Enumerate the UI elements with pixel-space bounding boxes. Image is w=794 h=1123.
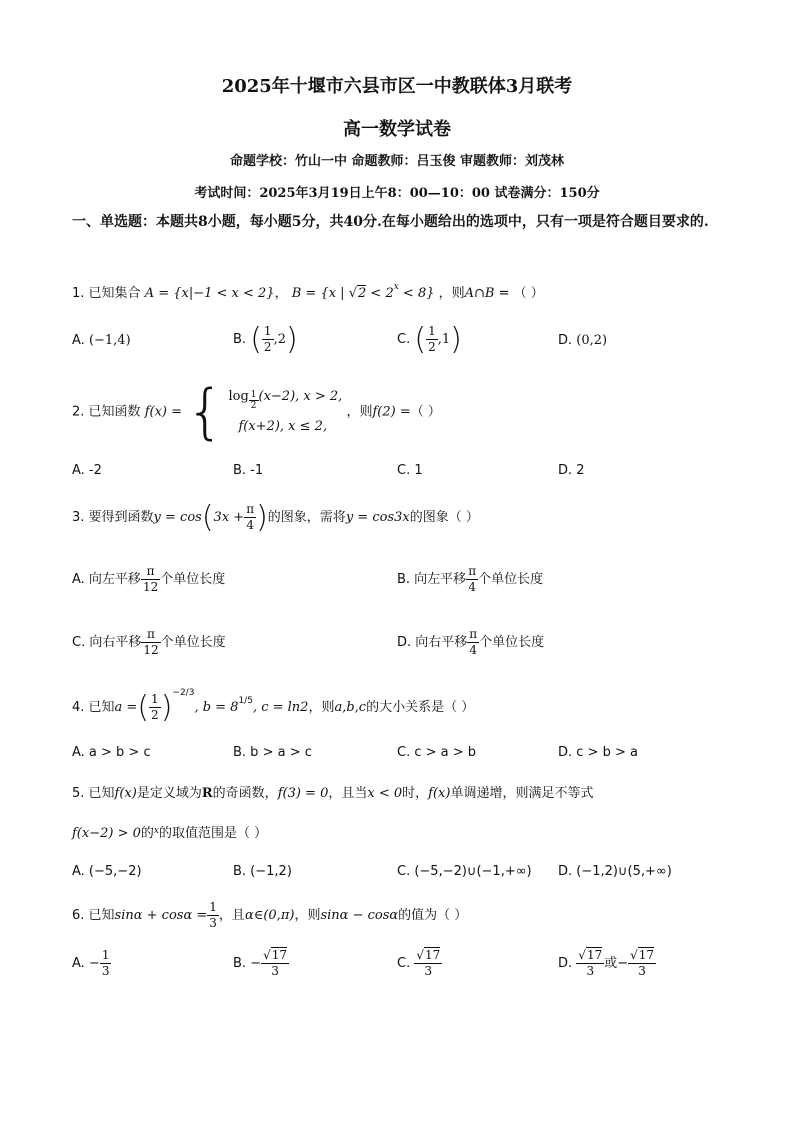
q6-d-num2: 17 bbox=[638, 948, 655, 962]
q3-y1-pre: y = cos bbox=[153, 510, 202, 525]
q3-c-rest: 个单位长度 bbox=[160, 635, 226, 650]
q3-y2: y = cos3x bbox=[345, 510, 410, 525]
q3-c-num: π bbox=[141, 627, 160, 643]
q2-option-c[interactable]: C. 1 bbox=[397, 463, 423, 478]
q3-c-den: 12 bbox=[143, 643, 159, 657]
q5-option-b[interactable]: B. (−1,2) bbox=[233, 864, 292, 879]
q2-prefix: 2. 已知函数 bbox=[72, 404, 141, 420]
q6-frac bbox=[207, 900, 219, 931]
q5-line2-a: 的 bbox=[140, 826, 154, 841]
q1-b-num: 1 bbox=[263, 324, 272, 338]
q1-b-label: B. bbox=[233, 332, 247, 347]
q1-c-den: 2 bbox=[428, 340, 436, 354]
q1-option-a[interactable] bbox=[72, 333, 131, 348]
q2-fx: f(x) = bbox=[144, 404, 182, 420]
q6-d-frac-2 bbox=[628, 948, 656, 979]
q6-b-frac bbox=[261, 948, 289, 979]
q4-c: , c = ln2 bbox=[252, 700, 309, 715]
q4-option-c[interactable]: C. c > a > b bbox=[397, 745, 477, 760]
q2-case1-pre: log bbox=[228, 389, 249, 404]
q4-abc: a,b,c bbox=[334, 700, 367, 715]
section-heading: 一、单选题：本题共8小题，每小题5分，共40分.在每小题给出的选项中，只有一项是符合题目要求的. bbox=[72, 214, 709, 230]
q3-lparen: ( bbox=[201, 500, 214, 535]
q6-c-frac bbox=[414, 948, 442, 979]
q6-expr: sinα + cosα = bbox=[114, 908, 208, 923]
question-4 bbox=[72, 688, 474, 725]
q1-d-label: D. bbox=[558, 333, 573, 348]
q2-suffix: ，则 bbox=[346, 404, 373, 420]
q1-b-frac bbox=[262, 324, 274, 355]
q5-line1-c: 的奇函数， bbox=[212, 786, 278, 801]
q1-setb-post: < 8} bbox=[398, 286, 435, 301]
q1-c-label: C. bbox=[397, 332, 411, 347]
q1-expr: A∩B bbox=[464, 286, 495, 301]
q6-d-num2-wrap: √17 bbox=[630, 948, 655, 962]
q1-setb-sqrt: 2 bbox=[358, 286, 367, 301]
q4-rparen: ) bbox=[160, 690, 173, 725]
q6-b-den: 3 bbox=[271, 964, 279, 978]
q1-setb-pre: B = {x | bbox=[291, 286, 349, 301]
q3-b-label: B. 向左平移 bbox=[397, 572, 467, 587]
question-5-line-1 bbox=[72, 782, 593, 801]
q5-x: x bbox=[153, 826, 159, 836]
q5-fx1: f(x) bbox=[114, 786, 137, 801]
question-2 bbox=[72, 377, 441, 447]
q4-b-exp: 1/5 bbox=[238, 696, 253, 706]
q6-suffix: 的值为（ ） bbox=[398, 908, 468, 923]
q6-option-a[interactable] bbox=[72, 948, 111, 979]
q3-y1-frac bbox=[244, 502, 256, 533]
question-6 bbox=[72, 900, 467, 931]
q6-d-num: 17 bbox=[586, 948, 603, 962]
q6-c-num-wrap: √17 bbox=[416, 948, 441, 962]
q6-expr2: sinα − cosα bbox=[320, 908, 399, 923]
q5-line1-b: 是定义域为 bbox=[136, 786, 202, 801]
q6-a-sign: − bbox=[88, 956, 100, 971]
q2-option-b[interactable]: B. -1 bbox=[233, 463, 264, 478]
q6-a-frac bbox=[100, 948, 112, 979]
q4-suffix-pre: ，则 bbox=[308, 700, 335, 715]
q5-r: R bbox=[201, 786, 213, 801]
q3-d-frac bbox=[467, 627, 479, 658]
q6-alpha: α∈(0,π) bbox=[244, 908, 295, 923]
q4-prefix: 4. 已知 bbox=[72, 700, 115, 715]
q3-c-frac bbox=[141, 627, 160, 658]
q6-prefix: 6. 已知 bbox=[72, 908, 115, 923]
question-1 bbox=[72, 282, 544, 301]
q6-num: 1 bbox=[209, 900, 217, 914]
q6-a-label: A. bbox=[72, 956, 85, 971]
q3-suffix: 的图象（ ） bbox=[409, 510, 479, 525]
q3-d-label: D. 向右平移 bbox=[397, 635, 468, 650]
q5-option-a[interactable]: A. (−5,−2) bbox=[72, 864, 142, 879]
q3-a-num: π bbox=[141, 564, 160, 580]
q2-case-2: f(x+2), x ≤ 2, bbox=[238, 419, 328, 434]
q3-option-c[interactable] bbox=[72, 627, 226, 658]
exam-subtitle: 高一数学试卷 bbox=[343, 119, 451, 140]
q3-d-rest: 个单位长度 bbox=[479, 635, 545, 650]
q6-a-den: 3 bbox=[101, 964, 110, 978]
q1-a-label: A. bbox=[72, 333, 85, 348]
q3-a-label: A. 向左平移 bbox=[72, 572, 141, 587]
q4-option-d[interactable]: D. c > b > a bbox=[558, 745, 638, 760]
q3-rparen: ) bbox=[256, 500, 268, 535]
q3-b-rest: 个单位长度 bbox=[478, 572, 544, 587]
q6-d-label: D. bbox=[558, 956, 573, 971]
exam-title: 2025年十堰市六县市区一中教联体3月联考 bbox=[221, 76, 573, 97]
q1-set-b: B = {x | $√2 < 2^x < 8$} bbox=[291, 282, 435, 301]
q3-y1-num: π bbox=[246, 502, 255, 516]
q1-b-lparen: ( bbox=[250, 322, 262, 357]
q2-paren: （ ） bbox=[410, 404, 441, 420]
q6-b-sign: − bbox=[250, 956, 262, 971]
q2-cases bbox=[228, 382, 342, 442]
q1-c-num: 1 bbox=[428, 324, 436, 338]
q5-line1-a: 5. 已知 bbox=[72, 786, 115, 801]
q1-b-rparen: ) bbox=[285, 322, 298, 357]
q2-f2: f(2) = bbox=[372, 404, 411, 420]
q6-d-num-wrap: √17 bbox=[578, 948, 603, 962]
q3-option-b[interactable] bbox=[397, 564, 543, 595]
q4-lparen: ( bbox=[137, 690, 150, 725]
q3-prefix: 3. 要得到函数 bbox=[72, 510, 154, 525]
q1-setb-mid: < 2 bbox=[366, 286, 394, 301]
q6-a-num: 1 bbox=[101, 948, 110, 962]
q4-a-num: 1 bbox=[151, 692, 159, 706]
q5-line1-e: 时， bbox=[402, 786, 429, 801]
q1-eq: = （ ） bbox=[494, 286, 544, 301]
q3-d-den: 4 bbox=[469, 643, 478, 657]
q4-a-exp: −2/3 bbox=[172, 688, 195, 698]
q1-option-b[interactable] bbox=[233, 322, 298, 357]
q1-comma: ， bbox=[274, 286, 288, 301]
q6-mid2: ，则 bbox=[294, 908, 321, 923]
q2-case1-base bbox=[249, 390, 259, 411]
q1-a-val: (−1,4) bbox=[88, 333, 131, 348]
q5-option-c[interactable]: C. (−5,−2)∪(−1,+∞) bbox=[397, 864, 532, 879]
q5-line1-d: ，且当 bbox=[328, 786, 368, 801]
q1-suffix: ，则 bbox=[438, 286, 465, 301]
q4-a-pre: a = bbox=[114, 700, 138, 715]
q1-c-rest: ,1 bbox=[437, 332, 451, 347]
q3-b-den: 4 bbox=[468, 580, 476, 594]
q6-d-den2: 3 bbox=[638, 964, 646, 978]
exam-info: 考试时间：2025年3月19日上午8：00—10：00 试卷满分：150分 bbox=[194, 186, 600, 201]
q5-fx2: f(x) bbox=[428, 786, 451, 801]
q1-c-lparen: ( bbox=[414, 322, 427, 357]
q1-b-den: 2 bbox=[263, 340, 272, 354]
q3-c-label: C. 向右平移 bbox=[72, 635, 142, 650]
q3-y1-den: 4 bbox=[246, 518, 254, 532]
q4-suffix: 的大小关系是（ ） bbox=[366, 700, 475, 715]
q6-option-c[interactable] bbox=[397, 948, 442, 979]
q5-line2-b: 的取值范围是（ ） bbox=[158, 826, 268, 841]
q6-c-label: C. bbox=[397, 956, 411, 971]
q1-setb-exp: x bbox=[393, 282, 399, 292]
q6-d-or: 或− bbox=[604, 956, 629, 971]
q1-d-val: (0,2) bbox=[576, 333, 608, 348]
q1-option-d[interactable] bbox=[558, 333, 607, 348]
question-3 bbox=[72, 500, 479, 535]
q4-b-pre: , b = 8 bbox=[194, 700, 239, 715]
q4-a-frac bbox=[149, 692, 161, 723]
q6-option-b[interactable] bbox=[233, 948, 289, 979]
q6-b-num: 17 bbox=[271, 948, 288, 962]
q3-option-d[interactable] bbox=[397, 627, 544, 658]
q6-b-label: B. bbox=[233, 956, 247, 971]
q1-option-c[interactable] bbox=[397, 322, 462, 357]
q5-f3: f(3) = 0 bbox=[277, 786, 329, 801]
q6-c-den: 3 bbox=[424, 964, 433, 978]
exam-authors: 命题学校：竹山一中 命题教师：吕玉俊 审题教师：刘茂林 bbox=[229, 154, 565, 169]
q5-cond: x < 0 bbox=[367, 786, 403, 801]
q3-y1-in: 3x + bbox=[213, 510, 245, 525]
q6-option-d[interactable] bbox=[558, 948, 656, 979]
q3-d-num: π bbox=[469, 627, 478, 641]
q3-option-a[interactable] bbox=[72, 564, 225, 595]
q6-d-den: 3 bbox=[586, 964, 595, 978]
q6-mid: ，且 bbox=[218, 908, 245, 923]
q2-option-d[interactable]: D. 2 bbox=[558, 463, 585, 478]
q6-d-frac bbox=[576, 948, 604, 979]
q1-c-frac bbox=[426, 324, 438, 355]
q1-c-rparen: ) bbox=[450, 322, 462, 357]
q3-b-num: π bbox=[468, 564, 477, 578]
q1-b-rest: ,2 bbox=[273, 332, 286, 347]
q3-a-rest: 个单位长度 bbox=[160, 572, 226, 587]
q2-case-1 bbox=[228, 382, 342, 412]
q4-a-den: 2 bbox=[151, 708, 159, 722]
q6-c-num: 17 bbox=[425, 948, 441, 962]
q6-den: 3 bbox=[209, 916, 217, 930]
q2-case1-post: (x−2), x > 2, bbox=[258, 389, 343, 404]
q5-line1-f: 单调递增，则满足不等式 bbox=[450, 786, 594, 801]
q3-a-den: 12 bbox=[142, 580, 159, 594]
q5-ineq: f(x−2) > 0 bbox=[72, 826, 141, 841]
q2-brace: { bbox=[186, 377, 225, 447]
q4-option-a[interactable]: A. a > b > c bbox=[72, 745, 151, 760]
question-5-line-2 bbox=[72, 822, 267, 841]
q2-case1-den: 2 bbox=[250, 401, 257, 411]
q4-option-b[interactable]: B. b > a > c bbox=[233, 745, 312, 760]
q6-b-num-wrap: √17 bbox=[263, 948, 288, 962]
q3-b-frac bbox=[466, 564, 478, 595]
q3-mid: 的图象，需将 bbox=[267, 510, 346, 525]
q5-option-d[interactable]: D. (−1,2)∪(5,+∞) bbox=[558, 864, 672, 879]
q3-a-frac bbox=[141, 564, 160, 595]
q1-set-a: A = {x|−1 < x < 2} bbox=[144, 286, 275, 301]
q2-case1-num: 1 bbox=[250, 390, 257, 400]
q1-prefix: 1. 已知集合 bbox=[72, 286, 141, 301]
q2-option-a[interactable]: A. -2 bbox=[72, 463, 102, 478]
